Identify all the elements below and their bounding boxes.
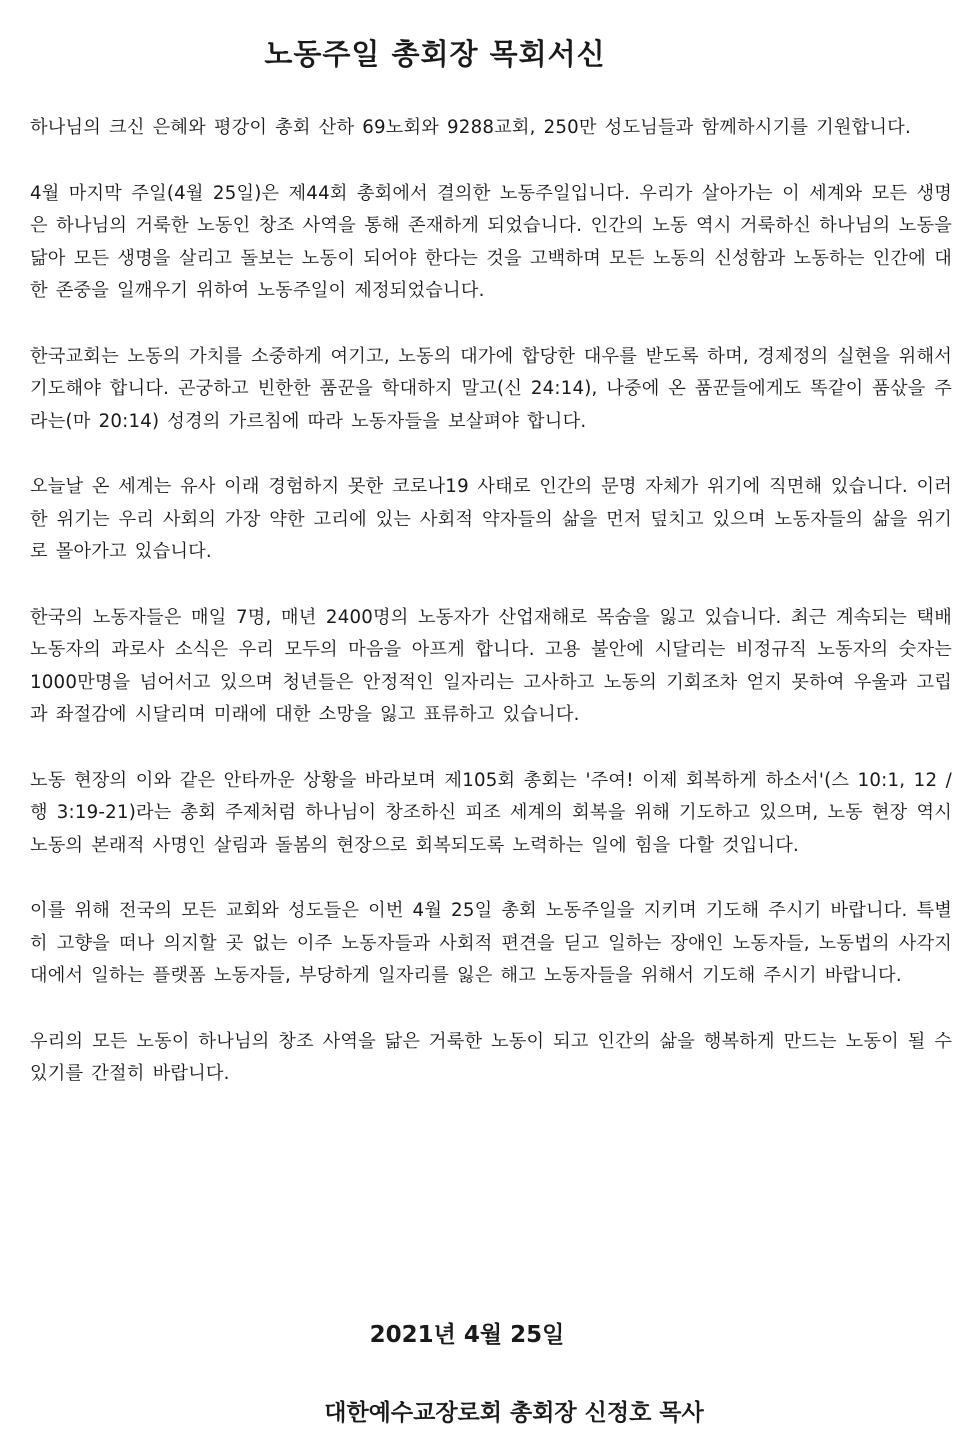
paragraph-korean-workers: 한국의 노동자들은 매일 7명, 매년 2400명의 노동자가 산업재해로 목숨을 잃고 있습니다. 최근 계속되는 택배 노동자의 과로사 소식은 우리 모두의 마음을 아프게 합니다. 고용 불안에 시달리는 비정규직 노동자의 숫자는 1000만명을 넘어서고 있으며 청년들은 안정적인 일자리는 고사하고 노동의 기회조차 얻지 못하여 우울과 고립과 좌절감에 시달리며 미래에 대한 소망을 잃고 표류하고 있습니다. (30, 606, 952, 725)
paragraph-closing: 우리의 모든 노동이 하나님의 창조 사역을 닮은 거룩한 노동이 되고 인간의 삶을 행복하게 만드는 노동이 될 수 있기를 간절히 바랍니다. (30, 1030, 952, 1084)
letter-title: 노동주일 총회장 목회서신 (264, 37, 606, 71)
paragraph-greeting: 하나님의 크신 은혜와 평강이 총회 산하 69노회와 9288교회, 250만 성도님들과 함께하시기를 기원합니다. (30, 117, 911, 138)
letter-signature: 대한예수교장로회 총회장 신정호 목사 (324, 1400, 704, 1426)
paragraph-church-role: 한국교회는 노동의 가치를 소중하게 여기고, 노동의 대가에 합당한 대우를 받도록 하며, 경제정의 실현을 위해서 기도해야 합니다. 곤궁하고 빈한한 품꾼을 학대하지 말고(신 24:14), 나중에 온 품꾼들에게도 똑같이 품삯을 주라는(마 20:14) 성경의 가르침에 따라 노동자들을 보살펴야 합니다. (30, 345, 952, 432)
letter-body (30, 112, 952, 1124)
paragraph-general-assembly: 노동 현장의 이와 같은 안타까운 상황을 바라보며 제105회 총회는 '주여! 이제 회복하게 하소서'(스 10:1, 12 / 행 3:19-21)라는 총회 주제처럼 하나님이 창조하신 피조 세계의 회복을 위해 기도하고 있으며, 노동 현장 역시 노동의 본래적 사명인 살림과 돌봄의 현장으로 회복되도록 노력하는 일에 힘을 다할 것입니다. (30, 769, 952, 856)
paragraph-labor-sunday: 4월 마지막 주일(4월 25일)은 제44회 총회에서 결의한 노동주일입니다. 우리가 살아가는 이 세계와 모든 생명은 하나님의 거룩한 노동인 창조 사역을 통해 존재하게 되었습니다. 인간의 노동 역시 거룩하신 하나님의 노동을 닮아 모든 생명을 살리고 돌보는 노동이 되어야 한다는 것을 고백하며 모든 노동의 신성함과 노동하는 인간에 대한 존중을 일깨우기 위하여 노동주일이 제정되었습니다. (30, 182, 952, 301)
letter-date: 2021년 4월 25일 (369, 1322, 565, 1348)
paragraph-prayer-request: 이를 위해 전국의 모든 교회와 성도들은 이번 4월 25일 총회 노동주일을 지키며 기도해 주시기 바랍니다. 특별히 고향을 떠나 의지할 곳 없는 이주 노동자들과 사회적 편견을 딛고 일하는 장애인 노동자들, 노동법의 사각지대에서 일하는 플랫폼 노동자들, 부당하게 일자리를 잃은 해고 노동자들을 위해서 기도해 주시기 바랍니다. (30, 900, 952, 986)
paragraph-covid-crisis: 오늘날 온 세계는 유사 이래 경험하지 못한 코로나19 사태로 인간의 문명 자체가 위기에 직면해 있습니다. 이러한 위기는 우리 사회의 가장 약한 고리에 있는 사회적 약자들의 삶을 먼저 덮치고 있으며 노동자들의 삶을 위기로 몰아가고 있습니다. (30, 476, 952, 562)
